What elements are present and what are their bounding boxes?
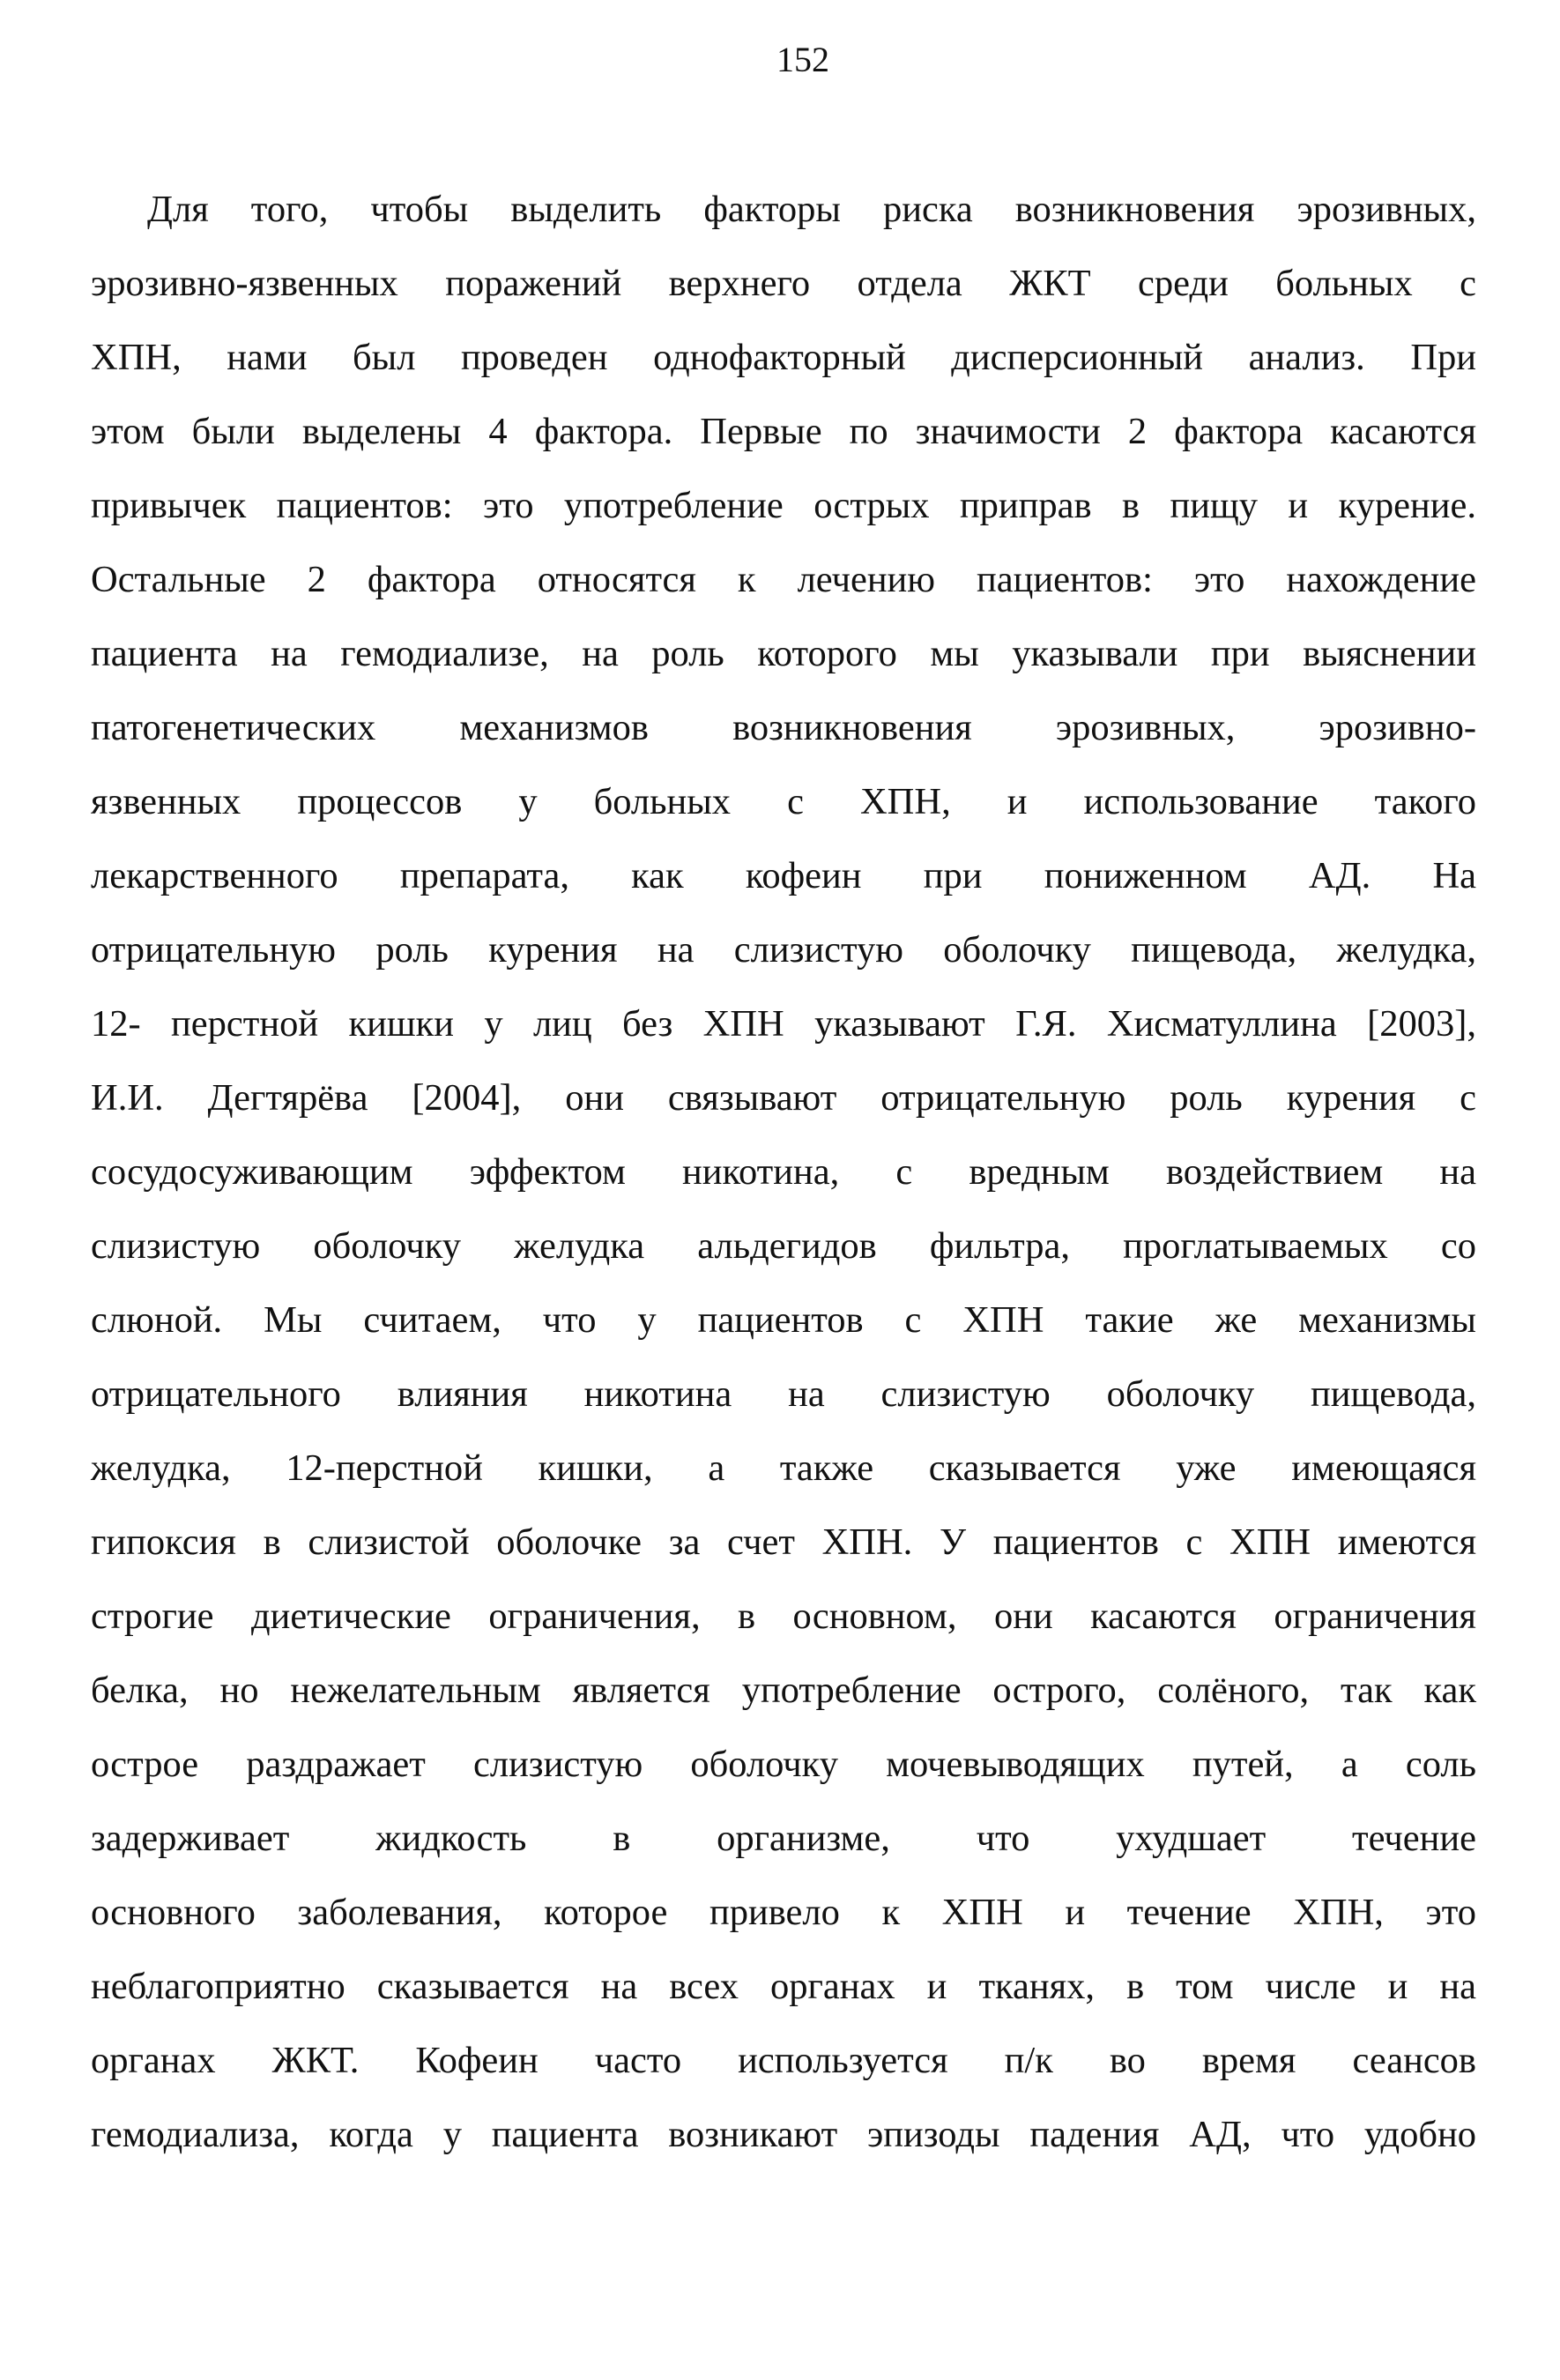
page-number: 152 [776,40,829,79]
text-line: ХПН, нами был проведен однофакторный дисперсионный анализ. При [91,337,1476,378]
text-line: слизистую оболочку желудка альдегидов фильтра, проглатываемых со [91,1225,1476,1267]
text-line: патогенетических механизмов возникновения эрозивных, эрозивно- [91,707,1476,748]
text-line: язвенных процессов у больных с ХПН, и использование такого [91,781,1476,822]
text-line: Для того, чтобы выделить факторы риска возникновения эрозивных, [147,189,1476,230]
text-line: гемодиализа, когда у пациента возникают эпизоды падения АД, что удобно [91,2114,1476,2155]
text-line: отрицательного влияния никотина на слизистую оболочку пищевода, [91,1373,1476,1415]
text-line: основного заболевания, которое привело к ХПН и течение ХПН, это [91,1892,1476,1933]
text-line: строгие диетические ограничения, в основном, они касаются ограничения [91,1595,1476,1637]
text-line: этом были выделены 4 фактора. Первые по значимости 2 фактора касаются [91,411,1476,452]
text-line: сосудосуживающим эффектом никотина, с вредным воздействием на [91,1151,1476,1193]
text-line: И.И. Дегтярёва [2004], они связывают отрицательную роль курения с [91,1077,1476,1119]
text-line: лекарственного препарата, как кофеин при пониженном АД. На [91,855,1476,896]
text-line: белка, но нежелательным является употребление острого, солёного, так как [91,1670,1476,1711]
text-line: слюной. Мы считаем, что у пациентов с ХПН такие же механизмы [91,1299,1476,1341]
text-line: задерживает жидкость в организме, что ухудшает течение [91,1818,1476,1859]
text-line: желудка, 12-перстной кишки, а также сказывается уже имеющаяся [91,1447,1476,1489]
text-line: эрозивно-язвенных поражений верхнего отдела ЖКТ среди больных с [91,263,1476,304]
text-line: пациента на гемодиализе, на роль которого мы указывали при выяснении [91,633,1476,674]
text-line: Остальные 2 фактора относятся к лечению пациентов: это нахождение [91,559,1476,600]
text-line: 12- перстной кишки у лиц без ХПН указывают Г.Я. Хисматуллина [2003], [91,1003,1476,1045]
text-line: привычек пациентов: это употребление острых приправ в пищу и курение. [91,485,1476,526]
text-line: гипоксия в слизистой оболочке за счет ХПН. У пациентов с ХПН имеются [91,1521,1476,1563]
body-paragraph [91,173,1476,2172]
text-line: острое раздражает слизистую оболочку мочевыводящих путей, а соль [91,1744,1476,1785]
text-line: неблагоприятно сказывается на всех органах и тканях, в том числе и на [91,1966,1476,2007]
text-line: отрицательную роль курения на слизистую оболочку пищевода, желудка, [91,929,1476,971]
text-line: органах ЖКТ. Кофеин часто используется п/к во время сеансов [91,2040,1476,2081]
